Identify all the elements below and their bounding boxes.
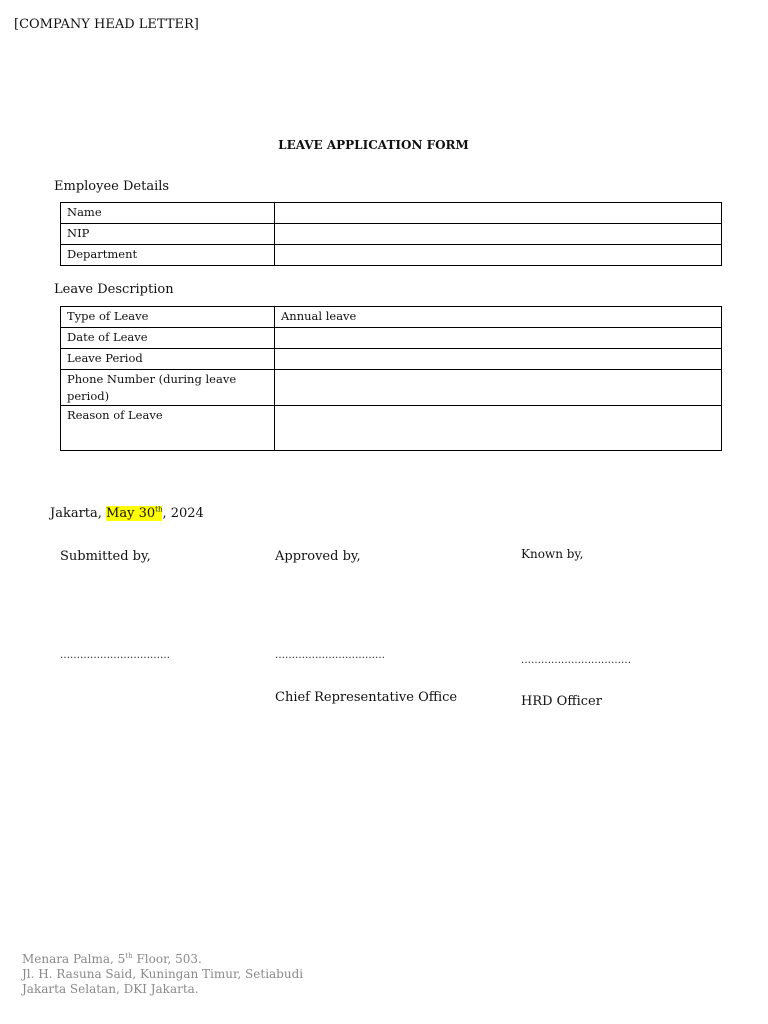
footer-ordinal: th: [125, 952, 133, 960]
field-label-date-of-leave: Date of Leave: [61, 328, 275, 349]
field-label-reason-of-leave: Reason of Leave: [61, 406, 275, 451]
table-row: [61, 370, 722, 406]
known-by-title: HRD Officer: [521, 694, 602, 709]
employee-details-heading: Employee Details: [54, 179, 170, 194]
footer-line-1: Menara Palma, 5th Floor, 503.: [22, 952, 202, 966]
field-value-date-of-leave[interactable]: [275, 328, 722, 349]
field-value-nip[interactable]: [275, 224, 722, 245]
field-value-leave-period[interactable]: [275, 349, 722, 370]
table-row: [61, 245, 722, 266]
table-row: [61, 224, 722, 245]
submitted-by-label: Submitted by,: [60, 549, 151, 564]
date-ordinal: th: [155, 505, 163, 514]
form-title: LEAVE APPLICATION FORM: [278, 138, 469, 152]
field-value-reason-of-leave[interactable]: [275, 406, 722, 451]
field-value-type-of-leave[interactable]: Annual leave: [275, 307, 722, 328]
date-highlighted: [106, 506, 162, 521]
field-label-department: Department: [61, 245, 275, 266]
known-by-label: Known by,: [521, 547, 584, 561]
approved-signature-line: ……………………………: [275, 650, 385, 661]
table-row: [61, 406, 722, 451]
date-year: , 2024: [162, 506, 204, 521]
field-label-type-of-leave: Type of Leave: [61, 307, 275, 328]
footer-address: [22, 952, 303, 997]
field-value-name[interactable]: [275, 203, 722, 224]
field-value-department[interactable]: [275, 245, 722, 266]
date-city: Jakarta,: [50, 506, 107, 521]
company-letterhead: [COMPANY HEAD LETTER]: [14, 17, 199, 32]
table-row: [61, 328, 722, 349]
field-value-phone-number[interactable]: [275, 370, 722, 406]
field-label-leave-period: Leave Period: [61, 349, 275, 370]
table-row: [61, 349, 722, 370]
date-line: [50, 506, 204, 521]
approver-title: Chief Representative Office: [275, 690, 458, 705]
footer-line-3: Jakarta Selatan, DKI Jakarta.: [22, 982, 199, 996]
field-label-phone-number: Phone Number (during leave period): [61, 370, 275, 406]
approved-by-label: Approved by,: [275, 549, 361, 564]
table-row: [61, 203, 722, 224]
submitted-signature-line: ……………………………: [60, 650, 170, 661]
date-month-day: May 30: [106, 506, 156, 521]
leave-description-table: [60, 306, 722, 451]
known-signature-line: ……………………………: [521, 655, 631, 666]
employee-details-table: [60, 202, 722, 266]
field-label-name: Name: [61, 203, 275, 224]
field-label-nip: NIP: [61, 224, 275, 245]
table-row: [61, 307, 722, 328]
footer-line-2: Jl. H. Rasuna Said, Kuningan Timur, Setiabudi: [22, 967, 304, 981]
leave-description-heading: Leave Description: [54, 282, 174, 297]
